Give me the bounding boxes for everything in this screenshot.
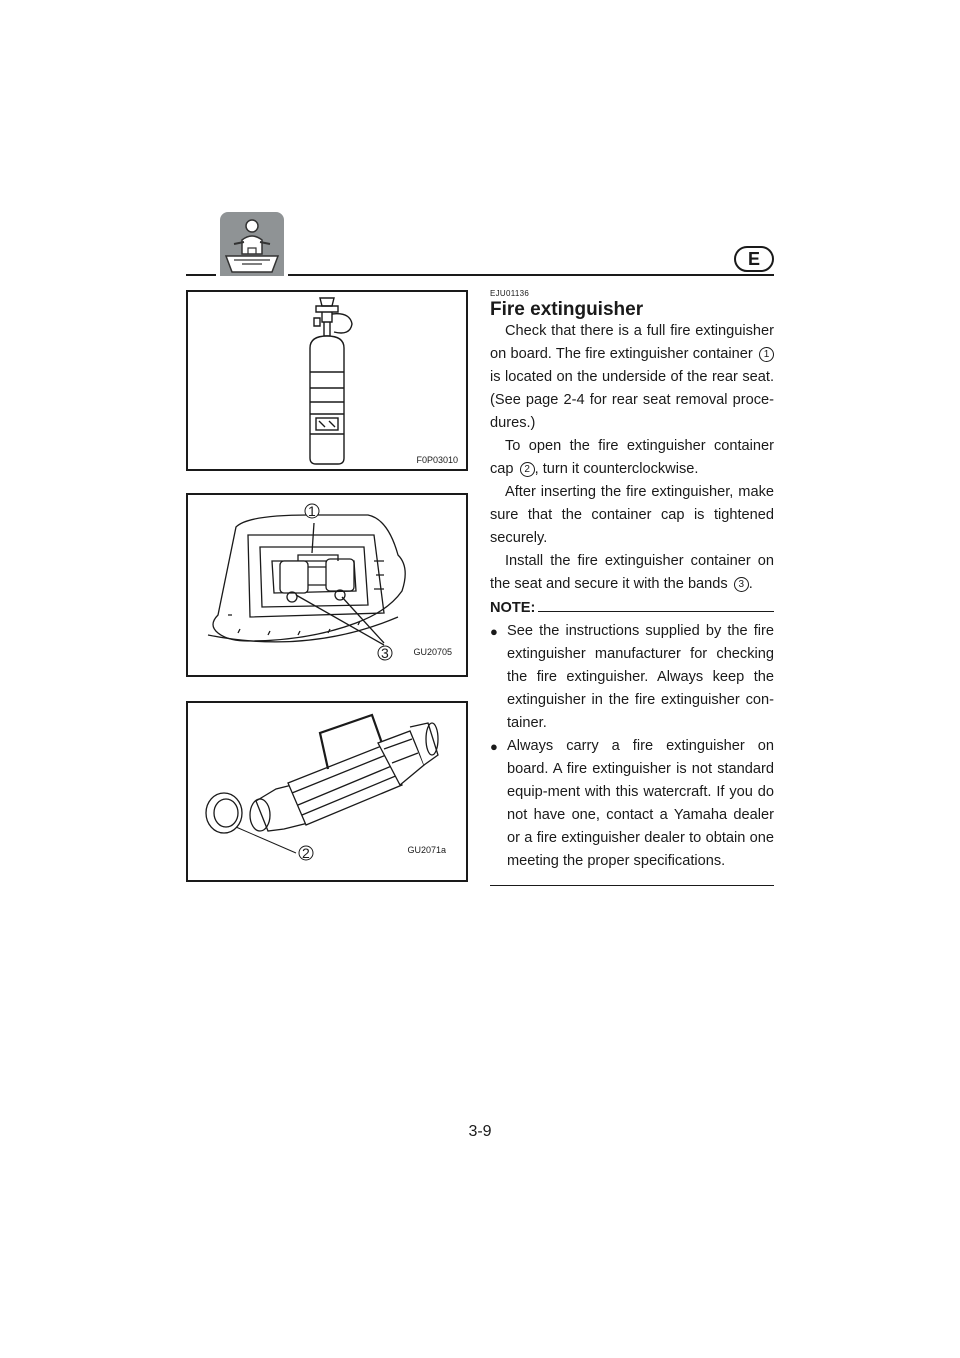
figure-code: GU2071a <box>407 845 446 855</box>
section-title: Fire extinguisher <box>490 299 644 320</box>
figure-fire-extinguisher <box>186 290 468 471</box>
note-label: NOTE: <box>490 600 536 616</box>
watercraft-rider-icon <box>220 212 284 276</box>
note-rule <box>538 611 774 612</box>
section-body <box>490 320 774 886</box>
figure-callout-1: 1 <box>308 503 316 519</box>
bullet-icon: ● <box>490 739 498 754</box>
note-item: ● See the instructions supplied by the fire extinguisher manufacturer for checking the fire extinguisher. Always keep the extinguisher in the fire extinguisher con-tainer. <box>490 620 774 735</box>
paragraph: Check that there is a full fire extinguisher on board. The fire extinguisher container 1 is located on the underside of the rear seat. (See page 2-4 for rear seat removal proce-dures.) <box>490 323 774 431</box>
bullet-icon: ● <box>490 624 498 639</box>
callout-3: 3 <box>734 577 749 592</box>
paragraph: After inserting the fire extinguisher, make sure that the container cap is tightened securely. <box>490 484 774 546</box>
figure-code: F0P03010 <box>416 455 458 465</box>
language-badge: E <box>734 246 774 272</box>
paragraph: To open the fire extinguisher container cap 2 , turn it counterclockwise. <box>490 438 774 477</box>
header-rule-left <box>186 274 216 276</box>
header-rule-right <box>288 274 774 276</box>
note-header <box>490 597 774 620</box>
figure-callout-2: 2 <box>302 845 310 861</box>
callout-1: 1 <box>759 347 774 362</box>
figure-callout-3: 3 <box>381 645 389 661</box>
note-end-rule <box>490 885 774 886</box>
section-code: EJU01136 <box>490 289 530 298</box>
figure-container-cap <box>186 701 468 882</box>
note-item: ● Always carry a fire extinguisher on board. A fire extinguisher is not standard equip-ment with this watercraft. If you do not have one, contact a Yamaha dealer or a fire extinguisher dealer to obtain one meeting the proper specifications. <box>490 735 774 873</box>
paragraph: Install the fire extinguisher container on the seat and secure it with the bands 3 . <box>490 553 774 592</box>
page-number: 3-9 <box>468 1123 492 1140</box>
callout-2: 2 <box>520 462 535 477</box>
figure-code: GU20705 <box>413 647 452 657</box>
figure-seat-container <box>186 493 468 677</box>
